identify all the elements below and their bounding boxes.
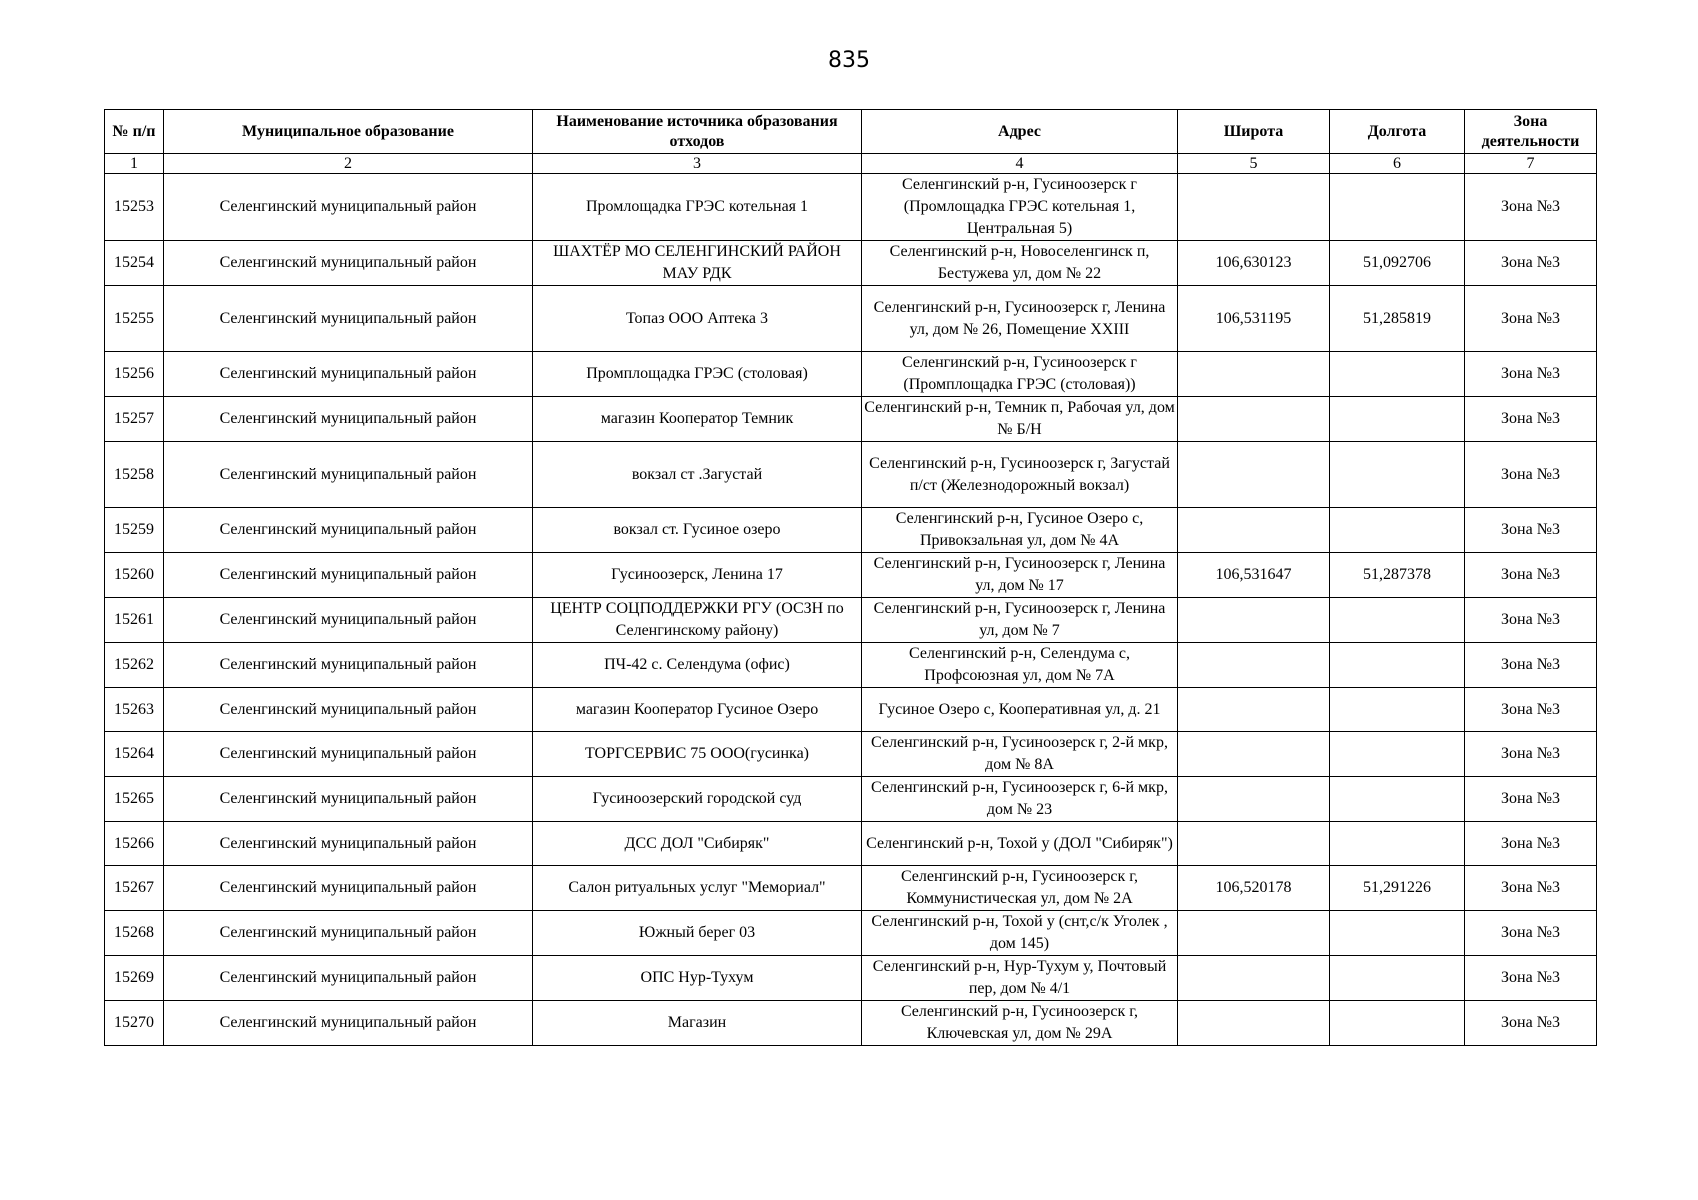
source-cell: Салон ритуальных услуг "Мемориал": [533, 866, 862, 911]
column-number-cell: 5: [1178, 154, 1330, 174]
header-cell-source: Наименование источника образования отходов: [533, 110, 862, 154]
municipality-cell: Селенгинский муниципальный район: [164, 777, 533, 822]
header-cell-longitude: Долгота: [1330, 110, 1465, 154]
latitude-cell: [1178, 442, 1330, 508]
header-row: [105, 110, 1597, 154]
address-cell: Селенгинский р-н, Гусиноозерск г, 2-й мкр, дом № 8А: [862, 732, 1178, 777]
table-row: [105, 241, 1597, 286]
zone-cell: Зона №3: [1465, 286, 1597, 352]
id-cell: 15255: [105, 286, 164, 352]
id-cell: 15254: [105, 241, 164, 286]
id-cell: 15264: [105, 732, 164, 777]
municipality-cell: Селенгинский муниципальный район: [164, 643, 533, 688]
latitude-cell: [1178, 397, 1330, 442]
table-row: [105, 822, 1597, 866]
source-cell: Южный берег 03: [533, 911, 862, 956]
longitude-cell: 51,092706: [1330, 241, 1465, 286]
latitude-cell: [1178, 777, 1330, 822]
id-cell: 15253: [105, 174, 164, 241]
table-row: [105, 911, 1597, 956]
zone-cell: Зона №3: [1465, 643, 1597, 688]
table-row: [105, 508, 1597, 553]
longitude-cell: [1330, 688, 1465, 732]
latitude-cell: [1178, 508, 1330, 553]
table-row: [105, 442, 1597, 508]
latitude-cell: 106,531195: [1178, 286, 1330, 352]
municipality-cell: Селенгинский муниципальный район: [164, 352, 533, 397]
municipality-cell: Селенгинский муниципальный район: [164, 241, 533, 286]
zone-cell: Зона №3: [1465, 241, 1597, 286]
table-row: [105, 956, 1597, 1001]
longitude-cell: [1330, 732, 1465, 777]
table-row: [105, 777, 1597, 822]
address-cell: Селенгинский р-н, Гусиноозерск г, Ленина ул, дом № 26, Помещение XXIII: [862, 286, 1178, 352]
column-number-cell: 7: [1465, 154, 1597, 174]
latitude-cell: [1178, 911, 1330, 956]
latitude-cell: [1178, 688, 1330, 732]
municipality-cell: Селенгинский муниципальный район: [164, 598, 533, 643]
address-cell: Селенгинский р-н, Гусиноозерск г (Промплощадка ГРЭС (столовая)): [862, 352, 1178, 397]
source-cell: Гусиноозерск, Ленина 17: [533, 553, 862, 598]
address-cell: Селенгинский р-н, Нур-Тухум у, Почтовый пер, дом № 4/1: [862, 956, 1178, 1001]
municipality-cell: Селенгинский муниципальный район: [164, 866, 533, 911]
zone-cell: Зона №3: [1465, 732, 1597, 777]
municipality-cell: Селенгинский муниципальный район: [164, 732, 533, 777]
longitude-cell: [1330, 352, 1465, 397]
address-cell: Селенгинский р-н, Гусиноозерск г, Ленина ул, дом № 7: [862, 598, 1178, 643]
longitude-cell: [1330, 911, 1465, 956]
address-cell: Селенгинский р-н, Селендума с, Профсоюзная ул, дом № 7А: [862, 643, 1178, 688]
address-cell: Селенгинский р-н, Гусиноозерск г, Ключевская ул, дом № 29А: [862, 1001, 1178, 1046]
municipality-cell: Селенгинский муниципальный район: [164, 397, 533, 442]
table-row: [105, 553, 1597, 598]
id-cell: 15258: [105, 442, 164, 508]
municipality-cell: Селенгинский муниципальный район: [164, 508, 533, 553]
address-cell: Гусиное Озеро с, Кооперативная ул, д. 21: [862, 688, 1178, 732]
source-cell: вокзал ст .Загустай: [533, 442, 862, 508]
header-cell-id: № п/п: [105, 110, 164, 154]
municipality-cell: Селенгинский муниципальный район: [164, 688, 533, 732]
header-cell-municipality: Муниципальное образование: [164, 110, 533, 154]
id-cell: 15257: [105, 397, 164, 442]
zone-cell: Зона №3: [1465, 397, 1597, 442]
municipality-cell: Селенгинский муниципальный район: [164, 286, 533, 352]
column-number-row: [105, 154, 1597, 174]
source-cell: Магазин: [533, 1001, 862, 1046]
zone-cell: Зона №3: [1465, 508, 1597, 553]
table-row: [105, 352, 1597, 397]
longitude-cell: [1330, 442, 1465, 508]
longitude-cell: [1330, 397, 1465, 442]
longitude-cell: [1330, 1001, 1465, 1046]
zone-cell: Зона №3: [1465, 598, 1597, 643]
id-cell: 15263: [105, 688, 164, 732]
latitude-cell: [1178, 956, 1330, 1001]
source-cell: Промплощадка ГРЭС (столовая): [533, 352, 862, 397]
source-cell: Гусиноозерский городской суд: [533, 777, 862, 822]
latitude-cell: 106,520178: [1178, 866, 1330, 911]
longitude-cell: [1330, 598, 1465, 643]
id-cell: 15268: [105, 911, 164, 956]
address-cell: Селенгинский р-н, Гусиноозерск г, Загустай п/ст (Железнодорожный вокзал): [862, 442, 1178, 508]
zone-cell: Зона №3: [1465, 822, 1597, 866]
longitude-cell: [1330, 643, 1465, 688]
zone-cell: Зона №3: [1465, 442, 1597, 508]
address-cell: Селенгинский р-н, Гусиноозерск г (Промлощадка ГРЭС котельная 1, Центральная 5): [862, 174, 1178, 241]
source-cell: ДСС ДОЛ "Сибиряк": [533, 822, 862, 866]
longitude-cell: 51,291226: [1330, 866, 1465, 911]
source-cell: ЦЕНТР СОЦПОДДЕРЖКИ РГУ (ОСЗН по Селенгинскому району): [533, 598, 862, 643]
municipality-cell: Селенгинский муниципальный район: [164, 442, 533, 508]
longitude-cell: [1330, 822, 1465, 866]
header-cell-address: Адрес: [862, 110, 1178, 154]
id-cell: 15269: [105, 956, 164, 1001]
id-cell: 15265: [105, 777, 164, 822]
column-number-cell: 2: [164, 154, 533, 174]
source-cell: вокзал ст. Гусиное озеро: [533, 508, 862, 553]
table-row: [105, 286, 1597, 352]
latitude-cell: [1178, 352, 1330, 397]
longitude-cell: [1330, 174, 1465, 241]
municipality-cell: Селенгинский муниципальный район: [164, 1001, 533, 1046]
municipality-cell: Селенгинский муниципальный район: [164, 911, 533, 956]
latitude-cell: 106,630123: [1178, 241, 1330, 286]
table-row: [105, 174, 1597, 241]
table-row: [105, 732, 1597, 777]
address-cell: Селенгинский р-н, Гусиное Озеро с, Привокзальная ул, дом № 4А: [862, 508, 1178, 553]
address-cell: Селенгинский р-н, Темник п, Рабочая ул, дом № Б/Н: [862, 397, 1178, 442]
id-cell: 15270: [105, 1001, 164, 1046]
table-body: [105, 174, 1597, 1046]
header-cell-zone: Зона деятельности: [1465, 110, 1597, 154]
table-row: [105, 688, 1597, 732]
id-cell: 15256: [105, 352, 164, 397]
source-cell: ПЧ-42 с. Селендума (офис): [533, 643, 862, 688]
column-number-cell: 4: [862, 154, 1178, 174]
latitude-cell: [1178, 598, 1330, 643]
longitude-cell: 51,287378: [1330, 553, 1465, 598]
source-cell: ОПС Нур-Тухум: [533, 956, 862, 1001]
table-row: [105, 643, 1597, 688]
latitude-cell: 106,531647: [1178, 553, 1330, 598]
source-cell: магазин Кооператор Гусиное Озеро: [533, 688, 862, 732]
zone-cell: Зона №3: [1465, 956, 1597, 1001]
municipality-cell: Селенгинский муниципальный район: [164, 553, 533, 598]
municipality-cell: Селенгинский муниципальный район: [164, 174, 533, 241]
municipality-cell: Селенгинский муниципальный район: [164, 822, 533, 866]
zone-cell: Зона №3: [1465, 352, 1597, 397]
zone-cell: Зона №3: [1465, 1001, 1597, 1046]
address-cell: Селенгинский р-н, Гусиноозерск г, 6-й мкр, дом № 23: [862, 777, 1178, 822]
column-number-cell: 6: [1330, 154, 1465, 174]
latitude-cell: [1178, 643, 1330, 688]
id-cell: 15267: [105, 866, 164, 911]
zone-cell: Зона №3: [1465, 553, 1597, 598]
table-row: [105, 866, 1597, 911]
zone-cell: Зона №3: [1465, 911, 1597, 956]
latitude-cell: [1178, 1001, 1330, 1046]
page-number: 835: [828, 48, 870, 73]
table-row: [105, 598, 1597, 643]
source-cell: ШАХТЁР МО СЕЛЕНГИНСКИЙ РАЙОН МАУ РДК: [533, 241, 862, 286]
id-cell: 15260: [105, 553, 164, 598]
source-cell: ТОРГСЕРВИС 75 ООО(гусинка): [533, 732, 862, 777]
column-number-cell: 3: [533, 154, 862, 174]
id-cell: 15266: [105, 822, 164, 866]
address-cell: Селенгинский р-н, Гусиноозерск г, Коммунистическая ул, дом № 2А: [862, 866, 1178, 911]
municipality-cell: Селенгинский муниципальный район: [164, 956, 533, 1001]
address-cell: Селенгинский р-н, Тохой у (ДОЛ "Сибиряк"): [862, 822, 1178, 866]
latitude-cell: [1178, 822, 1330, 866]
zone-cell: Зона №3: [1465, 866, 1597, 911]
waste-sources-table: [104, 109, 1597, 1046]
longitude-cell: [1330, 777, 1465, 822]
address-cell: Селенгинский р-н, Тохой у (снт,с/к Уголек , дом 145): [862, 911, 1178, 956]
longitude-cell: [1330, 956, 1465, 1001]
table-row: [105, 1001, 1597, 1046]
column-number-cell: 1: [105, 154, 164, 174]
address-cell: Селенгинский р-н, Гусиноозерск г, Ленина ул, дом № 17: [862, 553, 1178, 598]
latitude-cell: [1178, 732, 1330, 777]
source-cell: Промлощадка ГРЭС котельная 1: [533, 174, 862, 241]
latitude-cell: [1178, 174, 1330, 241]
source-cell: Топаз ООО Аптека 3: [533, 286, 862, 352]
table-row: [105, 397, 1597, 442]
zone-cell: Зона №3: [1465, 174, 1597, 241]
zone-cell: Зона №3: [1465, 777, 1597, 822]
id-cell: 15262: [105, 643, 164, 688]
longitude-cell: 51,285819: [1330, 286, 1465, 352]
address-cell: Селенгинский р-н, Новоселенгинск п, Бестужева ул, дом № 22: [862, 241, 1178, 286]
zone-cell: Зона №3: [1465, 688, 1597, 732]
id-cell: 15261: [105, 598, 164, 643]
source-cell: магазин Кооператор Темник: [533, 397, 862, 442]
header-cell-latitude: Широта: [1178, 110, 1330, 154]
longitude-cell: [1330, 508, 1465, 553]
id-cell: 15259: [105, 508, 164, 553]
